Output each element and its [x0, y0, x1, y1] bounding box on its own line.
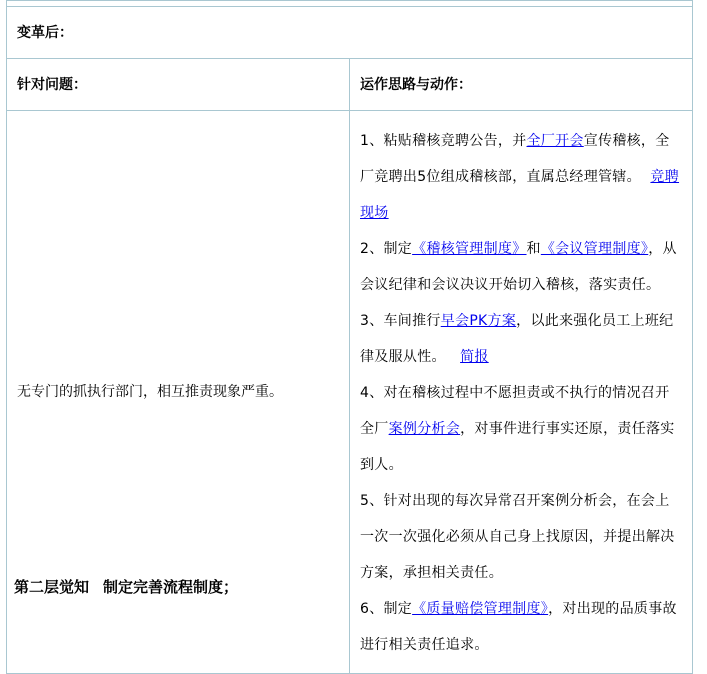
link-quality-compensation-policy[interactable]: 《质量赔偿管理制度》: [412, 601, 549, 617]
item-4-text: 4、对在稽核过程中不愿担责或不执行的情况召开全厂: [360, 385, 670, 437]
section-heading-part1: 第二层觉知: [14, 578, 90, 596]
item-6-text: 6、制定: [360, 601, 413, 617]
after-title: 变革后：: [7, 7, 693, 59]
reform-table: [6, 0, 693, 674]
link-case-analysis-meeting[interactable]: 案例分析会: [388, 421, 461, 437]
action-header: 运作思路与动作：: [350, 59, 693, 111]
action-item-1: [360, 123, 682, 231]
link-meeting-management-policy[interactable]: 《会议管理制度》: [540, 241, 649, 257]
item-1-text: 1、粘贴稽核竞聘公告，并: [360, 133, 527, 149]
item-2-text: 2、制定: [360, 241, 413, 257]
issue-text: 无专门的抓执行部门，相互推责现象严重。: [17, 384, 283, 400]
actions-cell: [350, 111, 693, 674]
link-all-factory-meeting[interactable]: 全厂开会: [526, 133, 584, 149]
action-item-4: [360, 375, 682, 483]
item-5-text: 5、针对出现的每次异常召开案例分析会，在会上一次一次强化必须从自己身上找原因，并提出解决方案，承担相关责任。: [360, 493, 675, 581]
item-1-text-b: 宣传稽核，全厂竞聘出5位组成稽核部，直属总经理管辖。: [360, 133, 670, 185]
link-competition-scene[interactable]: 竞聘现场: [360, 169, 680, 221]
link-morning-meeting-pk[interactable]: 早会PK方案: [440, 313, 517, 329]
item-2-text-b: 和: [526, 241, 541, 257]
action-item-3: [360, 303, 682, 375]
section-heading-part2: 制定完善流程制度；: [103, 578, 239, 596]
item-6-text-b: ，对出现的品质事故进行相关责任追求。: [360, 601, 677, 653]
item-4-text-b: ，对事件进行事实还原，责任落实到人。: [360, 421, 675, 473]
item-3-text-b: ，以此来强化员工上班纪律及服从性。: [360, 313, 674, 365]
item-2-text-c: ，从会议纪律和会议决议开始切入稽核，落实责任。: [360, 241, 677, 293]
section-heading: [14, 576, 238, 598]
header-row: [7, 59, 693, 111]
issue-header: 针对问题：: [7, 59, 350, 111]
action-item-6: [360, 591, 682, 663]
link-briefing[interactable]: 简报: [460, 349, 489, 365]
action-item-2: [360, 231, 682, 303]
action-item-5: [360, 483, 682, 591]
after-title-row: [7, 7, 693, 59]
item-3-text: 3、车间推行: [360, 313, 441, 329]
link-audit-management-policy[interactable]: 《稽核管理制度》: [412, 241, 527, 257]
